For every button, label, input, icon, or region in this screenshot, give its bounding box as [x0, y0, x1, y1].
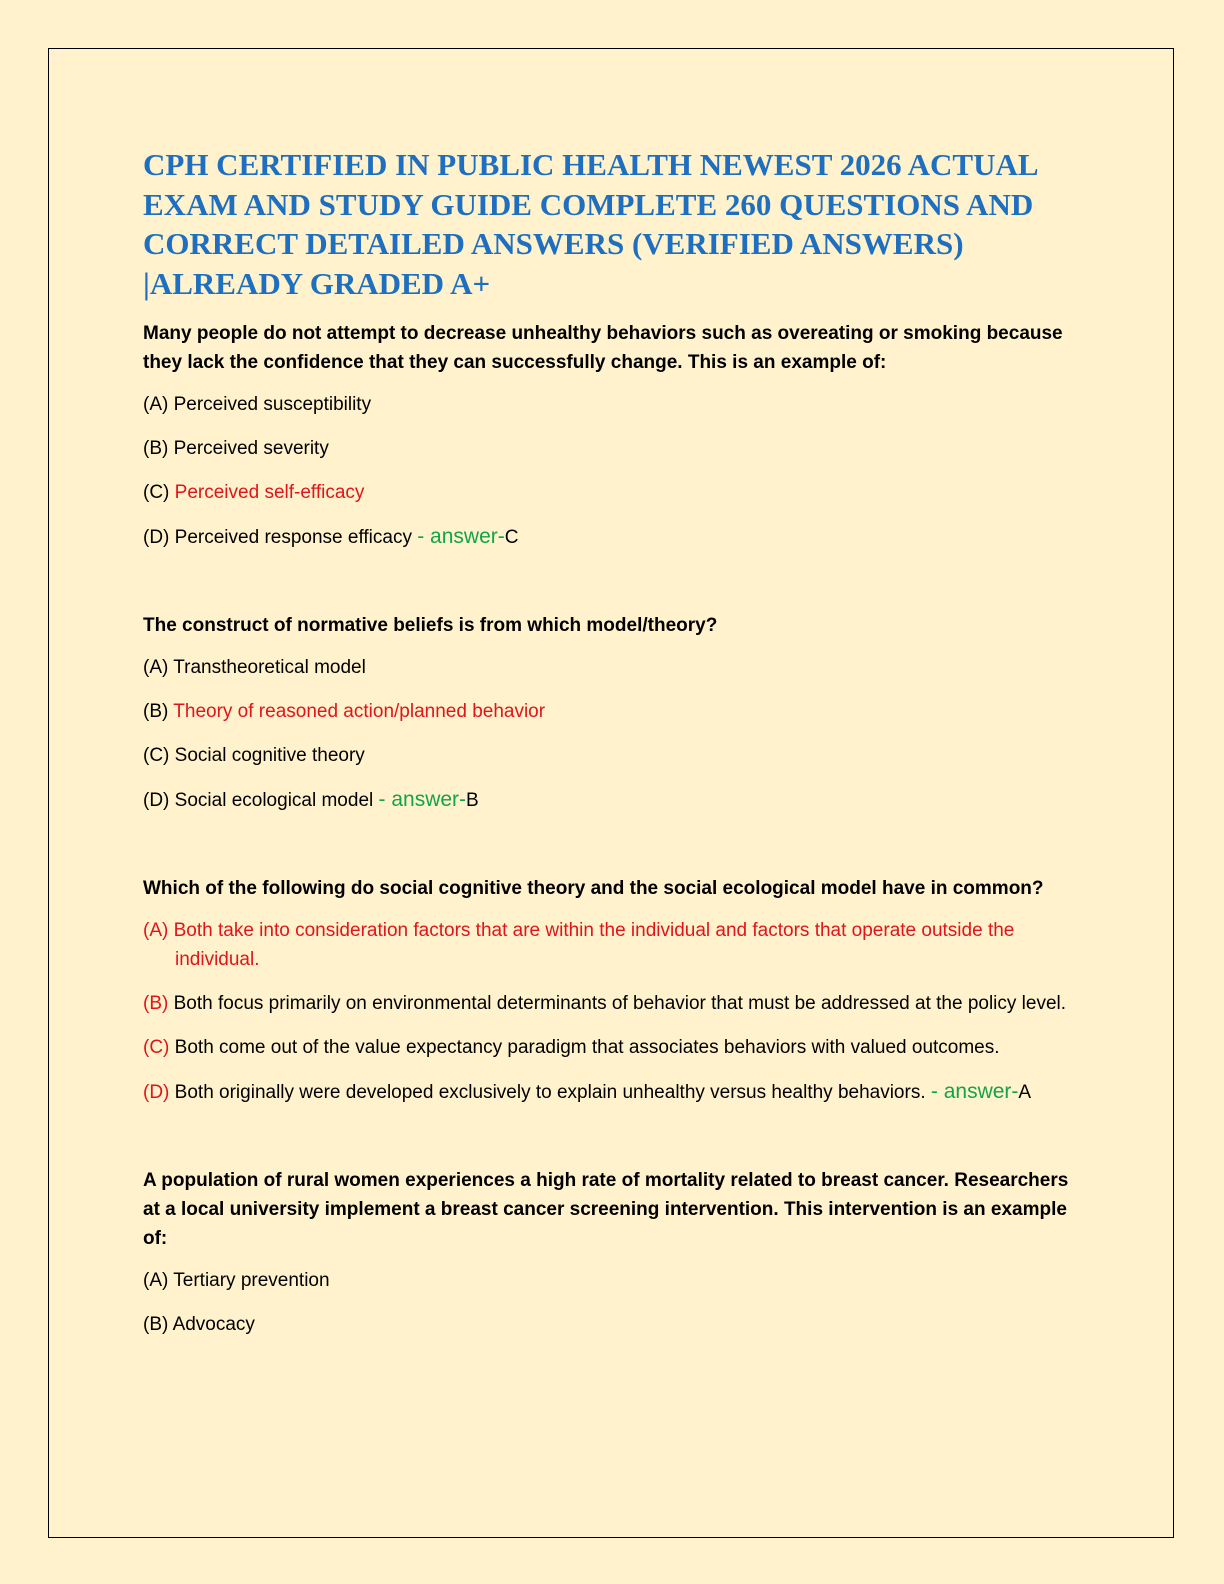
- option-b: (B) Perceived severity: [143, 438, 329, 459]
- option-b-correct: (B) Theory of reasoned action/planned behavior: [143, 701, 546, 722]
- answer-marker: - answer-: [930, 1080, 1019, 1103]
- option-c-correct: (C) Perceived self-efficacy: [143, 482, 365, 503]
- answer-marker: - answer-: [417, 525, 505, 548]
- question-text: A population of rural women experiences a high rate of mortality related to breast cancer. Researchers at a local university implement a breast cancer screening intervention. This intervention is an example of:: [143, 1170, 1069, 1249]
- question-block: [143, 611, 1078, 815]
- option-c: (C) Social cognitive theory: [143, 745, 365, 766]
- question-text: Which of the following do social cognitive theory and the social ecological model have in common?: [143, 878, 1044, 899]
- document-content: [143, 145, 1078, 1354]
- option-a: (A) Transtheoretical model: [143, 657, 366, 678]
- option-b: (B) Advocacy: [143, 1314, 255, 1335]
- option-d: (D) Both originally were developed exclusively to explain unhealthy versus healthy behaviors. - answer-A: [143, 1080, 1032, 1103]
- option-c: (C) Both come out of the value expectancy paradigm that associates behaviors with valued outcomes.: [143, 1037, 1000, 1058]
- question-block: [143, 1166, 1078, 1339]
- answer-marker: - answer-: [378, 788, 467, 811]
- document-title: CPH CERTIFIED IN PUBLIC HEALTH NEWEST 2026 ACTUAL EXAM AND STUDY GUIDE COMPLETE 260 QUESTIONS AND CORRECT DETAILED ANSWERS (VERIFIED ANSWERS) |ALREADY GRADED A+: [143, 147, 1037, 301]
- answer-letter: C: [504, 527, 519, 548]
- question-block: [143, 874, 1078, 1107]
- option-d: (D) Perceived response efficacy - answer-C: [143, 525, 519, 548]
- option-d: (D) Social ecological model - answer-B: [143, 788, 479, 811]
- option-a: (A) Perceived susceptibility: [143, 394, 372, 415]
- answer-letter: A: [1018, 1082, 1032, 1103]
- option-a-correct: (A) Both take into consideration factors that are within the individual and factors that operate outside the individual.: [143, 920, 1015, 970]
- answer-letter: B: [466, 790, 479, 811]
- option-b: (B) Both focus primarily on environmental determinants of behavior that must be addressed at the policy level.: [143, 993, 1067, 1014]
- question-text: The construct of normative beliefs is from which model/theory?: [143, 615, 718, 636]
- option-a: (A) Tertiary prevention: [143, 1270, 330, 1291]
- question-text: Many people do not attempt to decrease unhealthy behaviors such as overeating or smoking because they lack the confidence that they can successfully change. This is an example of:: [143, 323, 1063, 373]
- question-block: [143, 319, 1078, 552]
